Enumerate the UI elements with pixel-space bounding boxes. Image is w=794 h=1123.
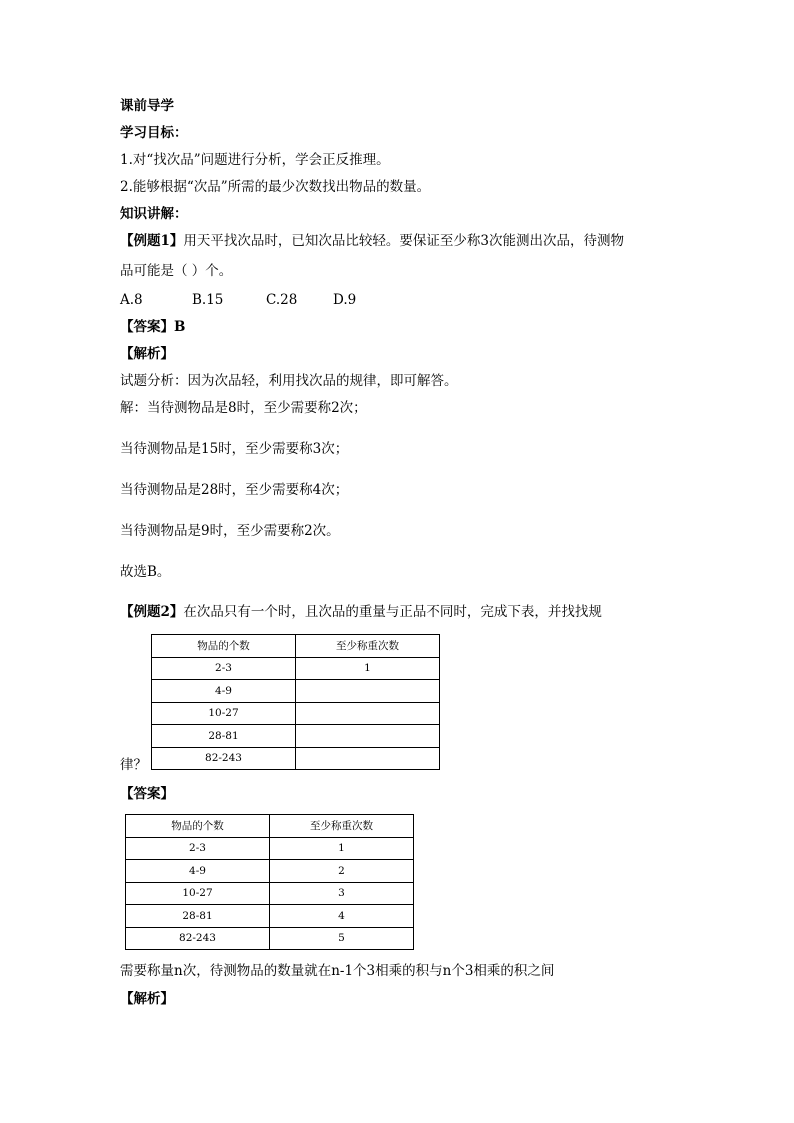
section-title: 课前导学 [120, 98, 174, 114]
table-cell: 28-81 [152, 725, 296, 748]
table-cell: 2-3 [126, 837, 270, 860]
table-cell: 2 [270, 860, 414, 883]
table-cell: 4-9 [152, 680, 296, 703]
table-header-cell: 物品的个数 [152, 635, 296, 658]
example1-line2: 品可能是（ ）个。 [120, 263, 233, 279]
table-header-cell: 至少称重次数 [296, 635, 440, 658]
example2-analysis-label: 【解析】 [120, 991, 174, 1007]
analysis-line-4: 当待测物品是28时，至少需要称4次； [120, 482, 349, 498]
table-header-row [126, 815, 414, 838]
example2-line2: 律？ [120, 757, 147, 773]
table-row [152, 702, 440, 725]
example2-conclusion: 需要称量n次，待测物品的数量就在n-1个3相乘的积与n个3相乘的积之间 [120, 963, 555, 979]
table-row [152, 725, 440, 748]
example2-line1 [120, 603, 602, 621]
example1-analysis-label: 【解析】 [120, 346, 174, 362]
table-cell [296, 702, 440, 725]
analysis-line-1: 试题分析：因为次品轻，利用找次品的规律，即可解答。 [120, 373, 458, 389]
analysis-line-2: 解：当待测物品是8时，至少需要称2次； [120, 400, 367, 416]
table-row [152, 657, 440, 680]
objectives-heading: 学习目标： [120, 125, 188, 141]
table-cell: 1 [270, 837, 414, 860]
table-row [126, 927, 414, 950]
example1-line1 [120, 232, 624, 250]
table-cell: 3 [270, 882, 414, 905]
example2-label: 【例题2】 [120, 604, 184, 620]
analysis-line-5: 当待测物品是9时，至少需要称2次。 [120, 523, 340, 539]
option-d: D.9 [333, 292, 357, 308]
example2-answer-label: 【答案】 [120, 786, 174, 802]
analysis-line-3: 当待测物品是15时，至少需要称3次； [120, 441, 349, 457]
analysis-line-6: 故选B。 [120, 564, 171, 580]
table-cell: 4-9 [126, 860, 270, 883]
table-header-row [152, 635, 440, 658]
knowledge-heading: 知识讲解： [120, 206, 188, 222]
table-header-cell: 至少称重次数 [270, 815, 414, 838]
table-cell: 2-3 [152, 657, 296, 680]
table-cell: 4 [270, 905, 414, 928]
table-row [152, 680, 440, 703]
table-cell: 10-27 [152, 702, 296, 725]
table-cell [296, 680, 440, 703]
table-cell: 28-81 [126, 905, 270, 928]
table-cell: 82-243 [152, 747, 296, 770]
exercise-table [151, 634, 440, 770]
table-row [126, 905, 414, 928]
example1-label: 【例题1】 [120, 233, 184, 249]
table-cell: 5 [270, 927, 414, 950]
table-row [126, 837, 414, 860]
option-b: B.15 [192, 292, 224, 308]
objective-1: 1.对“找次品”问题进行分析，学会正反推理。 [120, 152, 390, 168]
table-row [126, 882, 414, 905]
table-cell [296, 747, 440, 770]
example2-question: 在次品只有一个时，且次品的重量与正品不同时，完成下表，并找找规 [183, 604, 602, 620]
objective-2: 2.能够根据“次品”所需的最少次数找出物品的数量。 [120, 179, 431, 195]
option-a: A.8 [120, 292, 143, 308]
table-cell: 10-27 [126, 882, 270, 905]
option-c: C.28 [266, 292, 298, 308]
table-row [152, 747, 440, 770]
table-header-cell: 物品的个数 [126, 815, 270, 838]
example1-question: 用天平找次品时，已知次品比较轻。要保证至少称3次能测出次品，待测物 [183, 233, 624, 249]
example1-answer: 【答案】B [120, 319, 186, 335]
answer-table [125, 814, 414, 950]
table-row [126, 860, 414, 883]
table-cell: 82-243 [126, 927, 270, 950]
table-cell [296, 725, 440, 748]
table-cell: 1 [296, 657, 440, 680]
